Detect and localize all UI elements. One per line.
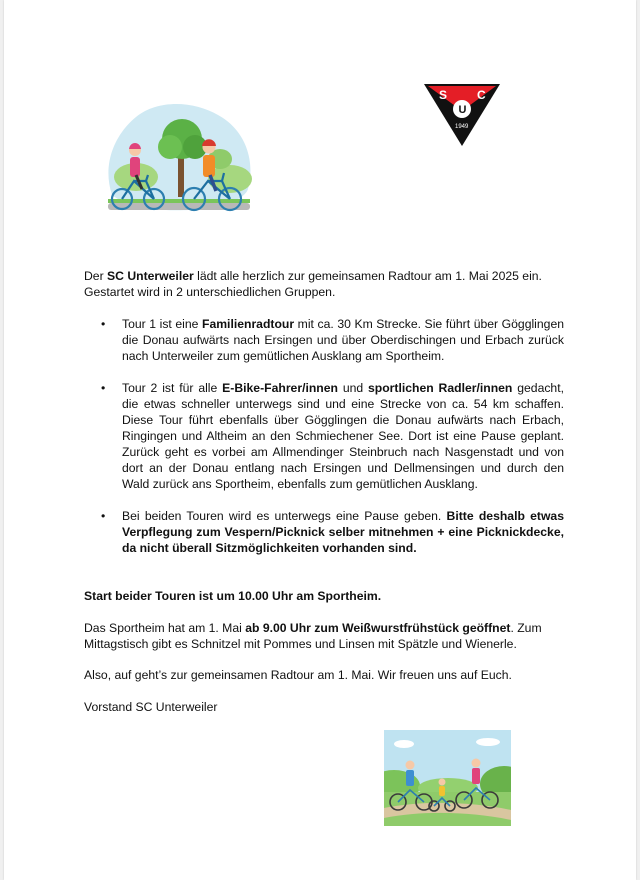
document-page [4,0,636,880]
logo-letter-u: U [458,104,467,116]
intro-paragraph: Der SC Unterweiler lädt alle herzlich zur gemeinsamen Radtour am 1. Mai 2025 ein. Gestartet wird in 2 unterschiedlichen Gruppen. [84,269,542,299]
family-cycling-illustration [102,95,254,220]
list-item-pause-note: • Bei beiden Touren wird es unterwegs eine Pause geben. Bitte deshalb etwas Verpflegung zum Vespern/Picknick selber mitnehmen + eine Picknickdecke, da nicht überall Sitzmöglichkeiten vorhanden sind. [84,508,564,556]
park-cycling-illustration [384,730,511,826]
club-logo [424,84,500,148]
logo-letter-s: S [439,88,448,102]
list-item-tour-1: • Tour 1 ist eine Familienradtour mit ca. 30 Km Strecke. Sie führt über Gögglingen die Donau aufwärts nach Ersingen und über Oberdischingen und Erbach zurück nach Unterweiler zum gemütlichen Ausklang am Sportheim. [84,316,564,364]
closing-line: Also, auf geht’s zur gemeinsamen Radtour am 1. Mai. Wir freuen uns auf Euch. [84,668,512,682]
club-name: SC Unterweiler [107,269,194,283]
tour-list [84,316,564,572]
sportheim-info: Das Sportheim hat am 1. Mai ab 9.00 Uhr zum Weißwurstfrühstück geöffnet. Zum Mittagstisch gibt es Schnitzel mit Pommes und Linsen mit Spätzle und Wienerle. [84,621,542,651]
list-item-tour-2: • Tour 2 ist für alle E-Bike-Fahrer/innen und sportlichen Radler/innen gedacht, die etwas schneller unterwegs sind und eine Strecke von ca. 54 km schaffen. Diese Tour führt ebenfalls über Gögglingen die Donau aufwärts nach Erbach, Ringingen und Altheim an den Schmiechener See. Dort ist eine Pause geplant. Zurück geht es vorbei am Allmendinger Steinbruch nach Nasgenstadt und von dort an der Donau entlang nach Ersingen und Dellmensingen und durch den Wald zurück ans Sportheim, ebenfalls zum gemütlichen Ausklang. [84,380,564,492]
logo-year: 1949 [455,124,469,130]
signature: Vorstand SC Unterweiler [84,700,218,714]
logo-letter-c: C [477,88,486,102]
start-info: Start beider Touren ist um 10.00 Uhr am Sportheim. [84,589,382,603]
